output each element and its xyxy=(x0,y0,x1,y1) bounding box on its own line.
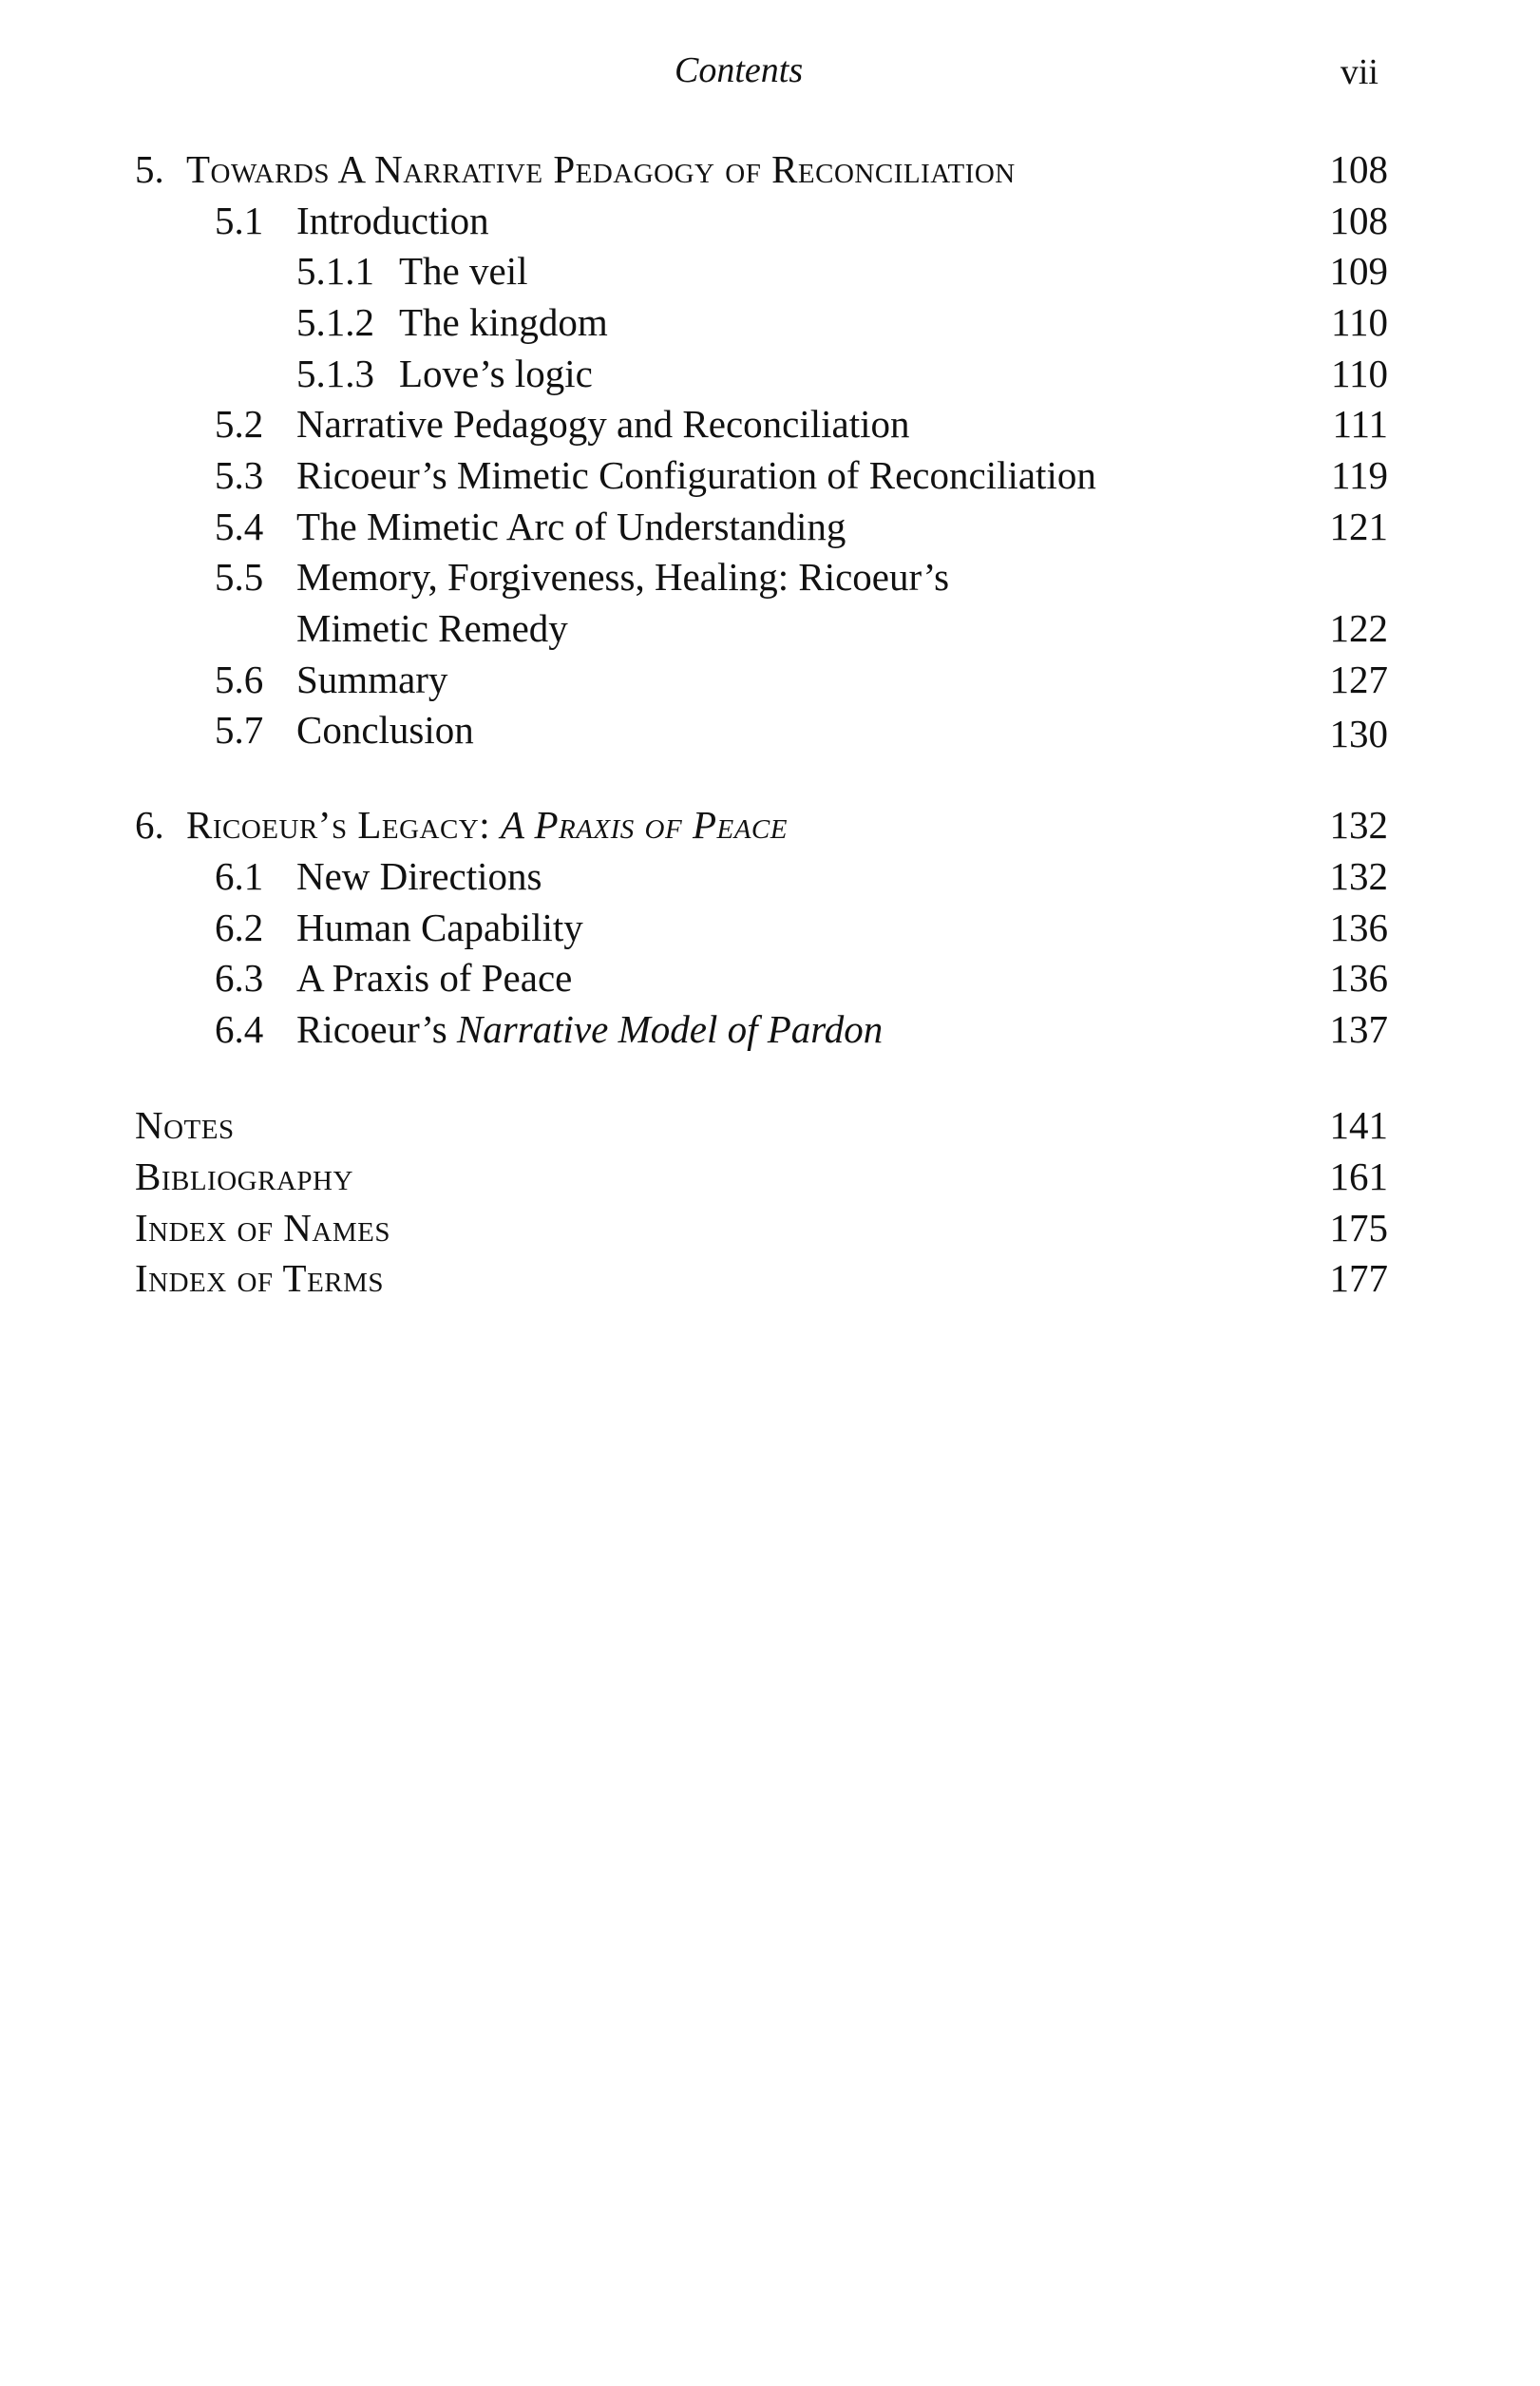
section-title: Conclusion xyxy=(296,708,474,752)
section-number: 5.4 xyxy=(215,505,264,548)
back-matter-page: 141 xyxy=(1329,1103,1388,1147)
section-number: 5.1.2 xyxy=(296,300,374,344)
section-number: 5.3 xyxy=(215,453,264,497)
toc-section-6-4[interactable] xyxy=(0,1004,1540,1054)
section-title: The Mimetic Arc of Understanding xyxy=(296,505,846,548)
running-title: Contents xyxy=(675,50,804,90)
toc-section-5-1-1[interactable] xyxy=(0,246,1540,296)
section-page: 110 xyxy=(1331,352,1388,395)
section-number: 5.2 xyxy=(215,402,264,446)
section-title: Human Capability xyxy=(296,906,583,949)
chapter-page: 132 xyxy=(1329,803,1388,847)
section-number: 5.7 xyxy=(215,708,264,752)
chapter-title-plain: Ricoeur’s Legacy: xyxy=(186,803,501,847)
section-number: 5.1.1 xyxy=(296,249,374,293)
toc-section-5-5[interactable] xyxy=(0,552,1540,601)
page-number: vii xyxy=(1340,52,1378,92)
section-title: Love’s logic xyxy=(399,352,593,395)
toc-section-5-4[interactable] xyxy=(0,502,1540,551)
section-page: 108 xyxy=(1329,199,1388,242)
section-page: 121 xyxy=(1329,505,1388,548)
section-title: A Praxis of Peace xyxy=(296,956,573,1000)
toc-bibliography[interactable] xyxy=(0,1152,1540,1201)
toc-section-6-3[interactable] xyxy=(0,953,1540,1002)
section-title: Ricoeur’s Mimetic Configuration of Reconciliation xyxy=(296,453,1096,497)
section-title-italic: Narrative Model of Pardon xyxy=(456,1007,884,1051)
section-number: 6.2 xyxy=(215,906,264,949)
toc-notes[interactable] xyxy=(0,1100,1540,1150)
back-matter-title: Bibliography xyxy=(135,1155,353,1198)
back-matter-page: 177 xyxy=(1329,1256,1388,1300)
chapter-title-italic: A Praxis of Peace xyxy=(500,803,788,847)
toc-section-5-2[interactable] xyxy=(0,399,1540,449)
toc-index-of-terms[interactable] xyxy=(0,1253,1540,1303)
chapter-page: 108 xyxy=(1329,147,1388,191)
section-page: 110 xyxy=(1331,300,1388,344)
section-number: 5.5 xyxy=(215,555,264,599)
section-title: Summary xyxy=(296,658,448,701)
section-number: 6.3 xyxy=(215,956,264,1000)
section-title-continued: Mimetic Remedy xyxy=(296,606,568,650)
section-page: 136 xyxy=(1329,956,1388,1000)
section-page: 137 xyxy=(1329,1007,1388,1051)
section-title xyxy=(296,1004,883,1054)
back-matter-page: 175 xyxy=(1329,1206,1388,1250)
back-matter-title: Index of Terms xyxy=(135,1256,385,1300)
running-head xyxy=(0,49,1540,106)
toc-section-6-2[interactable] xyxy=(0,903,1540,952)
section-page: 111 xyxy=(1332,402,1388,446)
toc-section-5-5-continued[interactable] xyxy=(0,603,1540,653)
section-page: 136 xyxy=(1329,906,1388,949)
section-title-plain: Ricoeur’s xyxy=(296,1007,457,1051)
section-title: New Directions xyxy=(296,854,542,898)
section-title: Narrative Pedagogy and Reconciliation xyxy=(296,402,910,446)
toc-chapter-5[interactable] xyxy=(0,144,1540,194)
toc-section-5-1-2[interactable] xyxy=(0,297,1540,347)
toc-section-5-6[interactable] xyxy=(0,655,1540,704)
section-number: 6.1 xyxy=(215,854,264,898)
section-title: Memory, Forgiveness, Healing: Ricoeur’s xyxy=(296,555,950,599)
section-page: 127 xyxy=(1329,658,1388,701)
chapter-number: 5. xyxy=(135,147,164,191)
toc-section-5-7[interactable] xyxy=(0,705,1540,754)
back-matter-title: Notes xyxy=(135,1103,235,1147)
section-page: 122 xyxy=(1329,606,1388,650)
back-matter-page: 161 xyxy=(1329,1155,1388,1198)
back-matter-title: Index of Names xyxy=(135,1206,390,1250)
chapter-title: Towards A Narrative Pedagogy of Reconciliation xyxy=(186,147,1016,191)
chapter-title xyxy=(186,800,788,849)
toc-section-5-1[interactable] xyxy=(0,196,1540,245)
section-title: The veil xyxy=(399,249,528,293)
section-number: 5.6 xyxy=(215,658,264,701)
toc-chapter-6[interactable] xyxy=(0,800,1540,849)
section-page: 109 xyxy=(1329,249,1388,293)
section-page: 130 xyxy=(1329,712,1388,755)
section-page: 132 xyxy=(1329,854,1388,898)
chapter-number: 6. xyxy=(135,803,164,847)
toc-index-of-names[interactable] xyxy=(0,1203,1540,1252)
section-title: Introduction xyxy=(296,199,489,242)
toc-section-6-1[interactable] xyxy=(0,851,1540,901)
toc-section-5-3[interactable] xyxy=(0,450,1540,500)
section-number: 6.4 xyxy=(215,1007,264,1051)
section-number: 5.1.3 xyxy=(296,352,374,395)
section-number: 5.1 xyxy=(215,199,264,242)
section-title: The kingdom xyxy=(399,300,608,344)
section-page: 119 xyxy=(1331,453,1388,497)
toc-section-5-1-3[interactable] xyxy=(0,349,1540,398)
